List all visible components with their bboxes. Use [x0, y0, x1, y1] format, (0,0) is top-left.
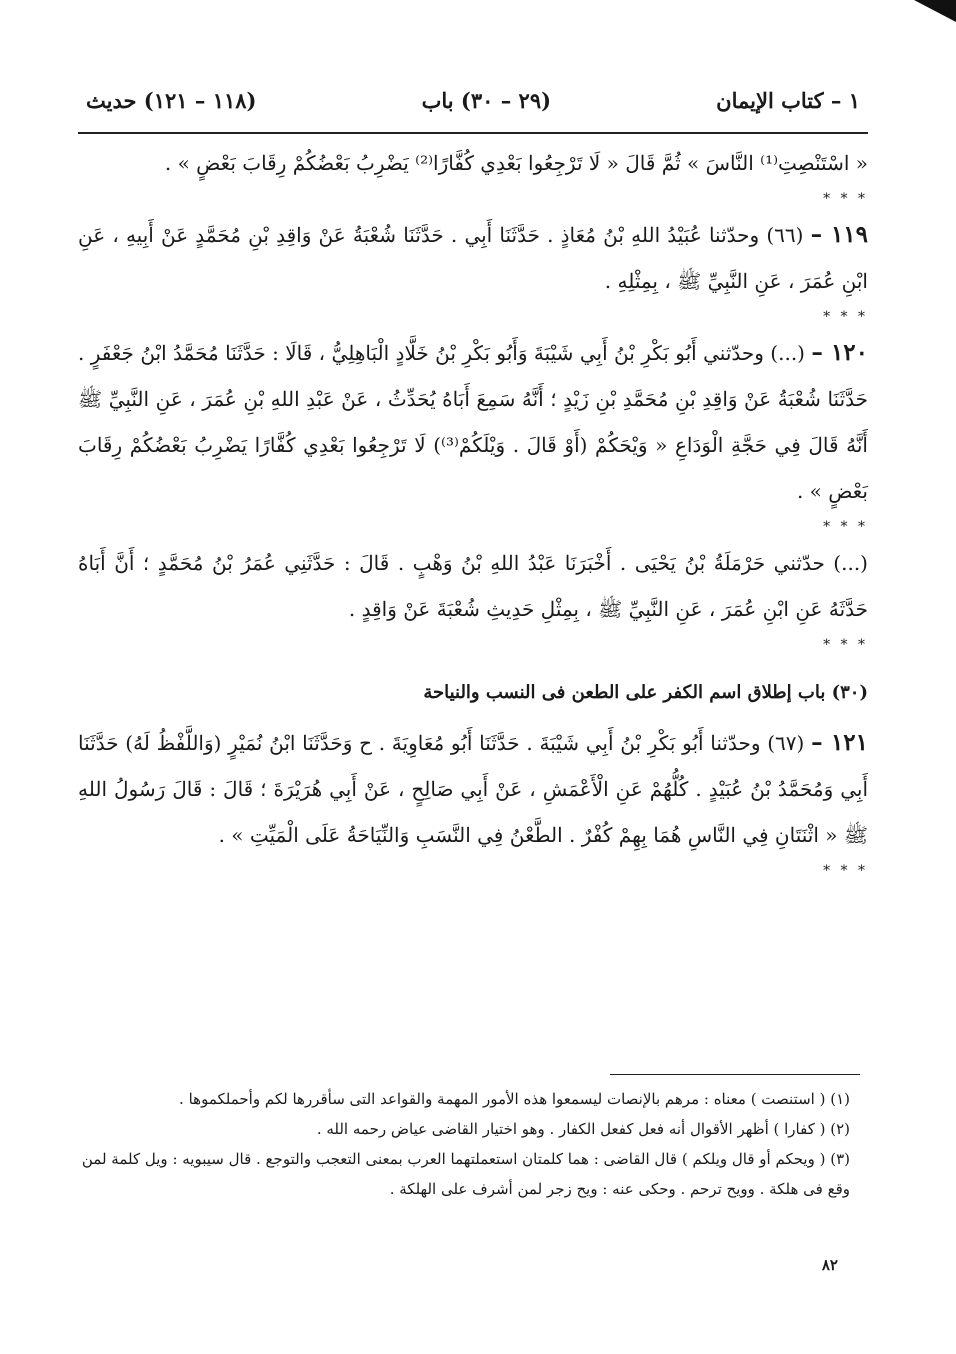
- separator-stars: * * *: [823, 191, 868, 207]
- hadith-number: ١٢٠ –: [811, 339, 868, 366]
- hadith-text: (...) حدّثني حَرْمَلَةُ بْنُ يَحْيَى . أَخْبَرَنَا عَبْدُ اللهِ بْنُ وَهْبٍ . قَالَ : حَدَّثَنِي عُمَرُ بْنُ مُحَمَّدٍ ؛ أَنَّ أَبَاهُ حَدَّثَهُ عَنِ ابْنِ عُمَرَ ، عَنِ النَّبِيِّ ﷺ ، بِمِثْلِ حَدِيثِ شُعْبَةَ عَنْ وَاقِدٍ .: [78, 551, 868, 621]
- hadith-119: [78, 212, 868, 304]
- separator-stars: * * *: [823, 309, 868, 325]
- running-head: [78, 88, 868, 134]
- hadith-text: (...) وحدّثني أَبُو بَكْرِ بْنُ أَبِي شَيْبَةَ وَأَبُو بَكْرِ بْنُ خَلَّادٍ الْبَاهِلِيُّ ، قَالَا : حَدَّثَنَا مُحَمَّدُ ابْنُ جَعْفَرٍ . حَدَّثَنَا شُعْبَةُ عَنْ وَاقِدِ بْنِ مُحَمَّدِ بْنِ زَيْدٍ ؛ أَنَّهُ سَمِعَ أَبَاهُ يُحَدِّثُ ، عَنْ عَبْدِ اللهِ بْنِ عُمَرَ ، عَنِ النَّبِيِّ ﷺ أَنَّهُ قَالَ فِي حَجَّةِ الْوَدَاعِ « وَيْحَكُمْ (أَوْ قَالَ . وَيْلَكُمْ⁽³⁾) لَا تَرْجِعُوا بَعْدِي كُفَّارًا يَضْرِبُ بَعْضُكُمْ رِقَابَ بَعْضٍ » .: [78, 341, 868, 503]
- page-number: ٨٢: [821, 1256, 838, 1274]
- footnote-divider: [610, 1074, 860, 1075]
- page-corner-mark: [914, 0, 956, 22]
- hadith-121: [78, 720, 868, 858]
- footnote-2: (٢) ( كفارا ) أظهر الأقوال أنه فعل كفعل الكفار . وهو اختيار القاضى عياض رحمه الله .: [316, 1120, 850, 1138]
- hadith-number: ١٢١ –: [811, 729, 869, 756]
- running-head-book: ١ – كتاب الإيمان: [716, 88, 860, 113]
- separator-stars: * * *: [823, 863, 868, 879]
- chapter-heading: (٣٠) باب إطلاق اسم الكفر على الطعن فى النسب والنياحة: [423, 682, 868, 703]
- hadith-number: ١١٩ –: [810, 221, 868, 248]
- continuation-line: « اسْتَنْصِتِ⁽¹⁾ النَّاسَ » ثُمَّ قَالَ « لَا تَرْجِعُوا بَعْدِي كُفَّارًا⁽²⁾ يَضْرِبُ بَعْضُكُمْ رِقَابَ بَعْضٍ » .: [164, 151, 868, 175]
- hadith-text: (٦٦) وحدّثنا عُبَيْدُ اللهِ بْنُ مُعَاذٍ . حَدَّثَنَا أَبِي . حَدَّثَنَا شُعْبَةُ عَنْ وَاقِدِ بْنِ مُحَمَّدٍ عَنْ أَبِيهِ ، عَنِ ابْنِ عُمَرَ ، عَنِ النَّبِيِّ ﷺ ، بِمِثْلِهِ .: [78, 223, 868, 293]
- running-head-hadith-range: (١١٨ – ١٢١) حديث: [86, 88, 257, 113]
- separator-stars: * * *: [823, 519, 868, 535]
- page-content: [78, 88, 868, 884]
- main-text: [78, 140, 868, 884]
- hadith-text: (٦٧) وحدّثنا أَبُو بَكْرِ بْنُ أَبِي شَيْبَةَ . حَدَّثَنَا أَبُو مُعَاوِيَةَ . ح وَحَدَّثَنَا ابْنُ نُمَيْرٍ (وَاللَّفْظُ لَهُ) حَدَّثَنَا أَبِي وَمُحَمَّدُ بْنُ عُبَيْدٍ . كُلُّهُمْ عَنِ الْأَعْمَشِ ، عَنْ أَبِي صَالِحٍ ، عَنْ أَبِي هُرَيْرَةَ ؛ قَالَ : قَالَ رَسُولُ اللهِ ﷺ « اثْنَتَانِ فِي النَّاسِ هُمَا بِهِمْ كُفْرٌ . الطَّعْنُ فِي النَّسَبِ وَالنِّيَاحَةُ عَلَى الْمَيِّتِ » .: [78, 731, 868, 847]
- separator-stars: * * *: [823, 637, 868, 653]
- footnotes: [80, 1084, 850, 1204]
- footnote-3: (٣) ( ويحكم أو قال ويلكم ) قال القاضى : هما كلمتان استعملتهما العرب بمعنى التعجب والتوجع . قال سيبويه : ويل كلمة لمن وقع فى هلكة . وويح ترحم . وحكى عنه : ويح زجر لمن أشرف على الهلكة .: [81, 1150, 850, 1198]
- hadith-120-variant: [78, 540, 868, 632]
- running-head-chapter: (٢٩ – ٣٠) باب: [421, 88, 552, 113]
- hadith-120: [78, 330, 868, 514]
- footnote-1: (١) ( استنصت ) معناه : مرهم بالإنصات ليسمعوا هذه الأمور المهمة والقواعد التى سأقررها لكم وأحملكموها .: [179, 1090, 850, 1108]
